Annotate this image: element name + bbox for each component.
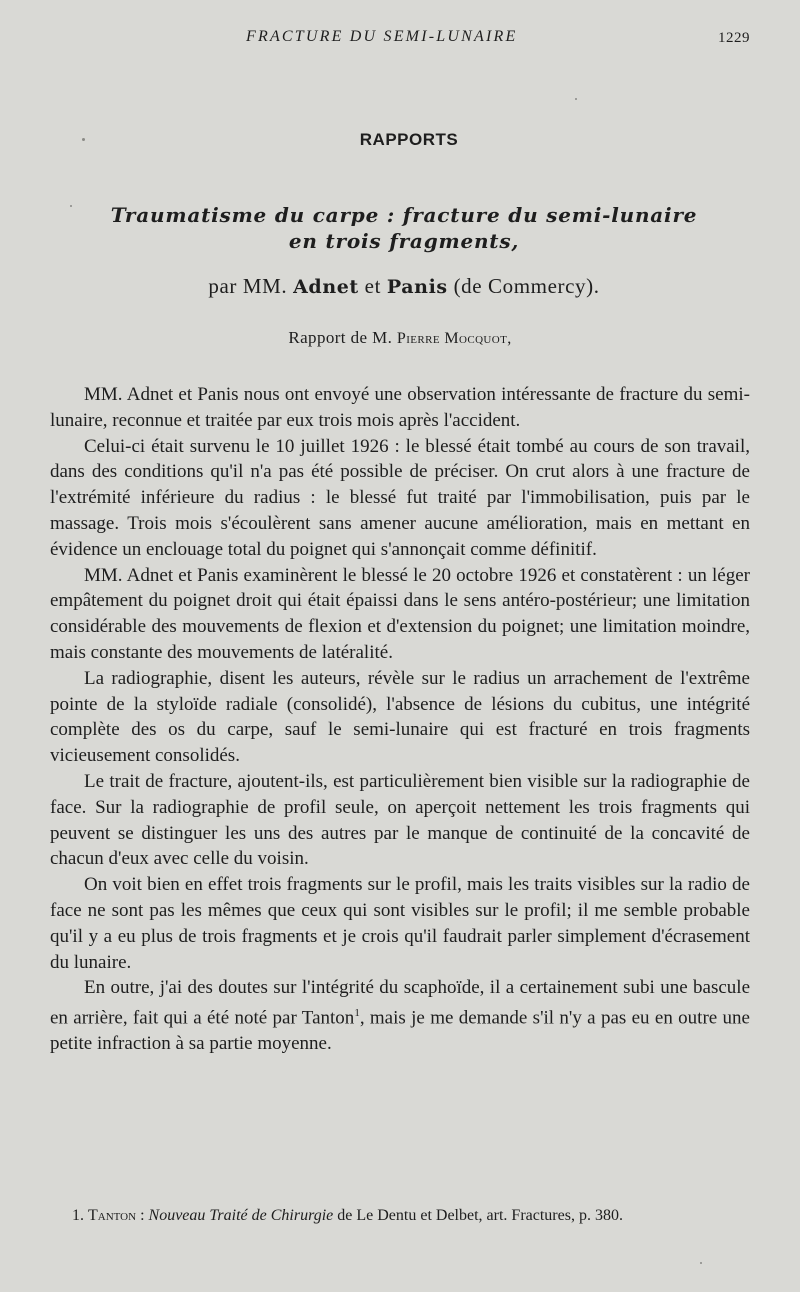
body-paragraph: On voit bien en effet trois fragments sur le profil, mais les traits visibles sur la radio de face ne sont pas les mêmes que ceux qui sont visibles sur le profil; il me semble probable qu'il y a eu plus de trois fragments et je crois qu'il faudrait parler simplement d'écrasement du lunaire. [50, 874, 750, 973]
body-paragraph: Le trait de fracture, ajoutent-ils, est particulièrement bien visible sur la radiographie de face. Sur la radiographie de profil seule, on aperçoit nettement les trois fragments qui peuvent se distinguer les uns des autres par le manque de continuité de la concavité de chacun d'eux avec celle du voisin. [50, 770, 750, 870]
article-title-line-1: Traumatisme du carpe : fracture du semi-lunaire [110, 203, 698, 227]
footnote-marker: 1. [72, 1207, 84, 1224]
footnote-rest: de Le Dentu et Delbet, art. Fractures, p. 380. [333, 1207, 623, 1224]
scan-speck [575, 98, 577, 100]
running-title: FRACTURE DU SEMI-LUNAIRE [246, 28, 518, 45]
authors-prefix: par MM. [208, 274, 288, 298]
paragraph-text: , mais je me demande s'il n'y a pas eu en outre une petite infraction à sa partie moyenne. [50, 1007, 750, 1055]
body-paragraph: MM. Adnet et Panis examinèrent le blessé le 20 octobre 1926 et constatèrent : un léger empâtement du poignet droit qui était épaissi dans le sens antéro-postérieur; une limitation considérable des mouvements de flexion et d'extension du poignet; une limitation moindre, mais constante des mouvements de latéralité. [50, 564, 750, 663]
footnote-reference: 1 [354, 1007, 360, 1020]
footnote-author: Tanton [88, 1207, 137, 1224]
body-paragraph-last [50, 975, 750, 1057]
authors-suffix: (de Commercy). [453, 274, 600, 298]
footnote-work-title: Nouveau Traité de Chirurgie [148, 1207, 334, 1224]
reporter-prefix: Rapport de M. [288, 328, 393, 347]
authors-connector: et [364, 274, 382, 298]
page-number: 1229 [718, 30, 750, 46]
paragraph-text: En outre, j'ai des doutes sur l'intégrité du scaphoïde, il a certainement subi une bascule en arrière, fait qui a été noté par Tanton [50, 977, 750, 1029]
article-title-line-2: en trois fragments, [288, 229, 520, 253]
running-head [0, 28, 800, 52]
scan-speck [82, 138, 85, 141]
scan-speck [70, 205, 72, 207]
body-paragraph: La radiographie, disent les auteurs, révèle sur le radius un arrachement de l'extrême pointe de la styloïde radiale (consolidé), l'absence de lésions du cubitus, une intégrité complète des os du carpe, sauf le semi-lunaire qui est fracturé en trois fragments vicieusement consolidés. [50, 667, 750, 767]
scan-speck [700, 1262, 702, 1264]
author-panis: Panis [386, 276, 448, 298]
reporter-line [0, 328, 800, 348]
article-title [0, 202, 800, 254]
authors-line [0, 274, 800, 299]
article-body [50, 382, 750, 1057]
body-paragraph: MM. Adnet et Panis nous ont envoyé une observation intéressante de fracture du semi-lunaire, reconnue et traitée par eux trois mois après l'accident. [50, 384, 750, 431]
body-paragraph: Celui-ci était survenu le 10 juillet 1926 : le blessé était tombé au cours de son travail, dans des conditions qu'il n'a pas été possible de préciser. On crut alors à une fracture de l'extrémité inférieure du radius : le blessé fut traité par l'immobilisation, puis par le massage. Trois mois s'écoulèrent sans amener aucune amélioration, mais en mettant en évidence un enclouage total du poignet qui s'annonçait comme définitif. [50, 435, 750, 560]
author-adnet: Adnet [293, 276, 359, 298]
footnote-separator: : [136, 1207, 149, 1224]
footnote [50, 1206, 750, 1226]
section-heading: RAPPORTS [359, 130, 459, 149]
reporter-name: Pierre Mocquot, [396, 330, 512, 347]
